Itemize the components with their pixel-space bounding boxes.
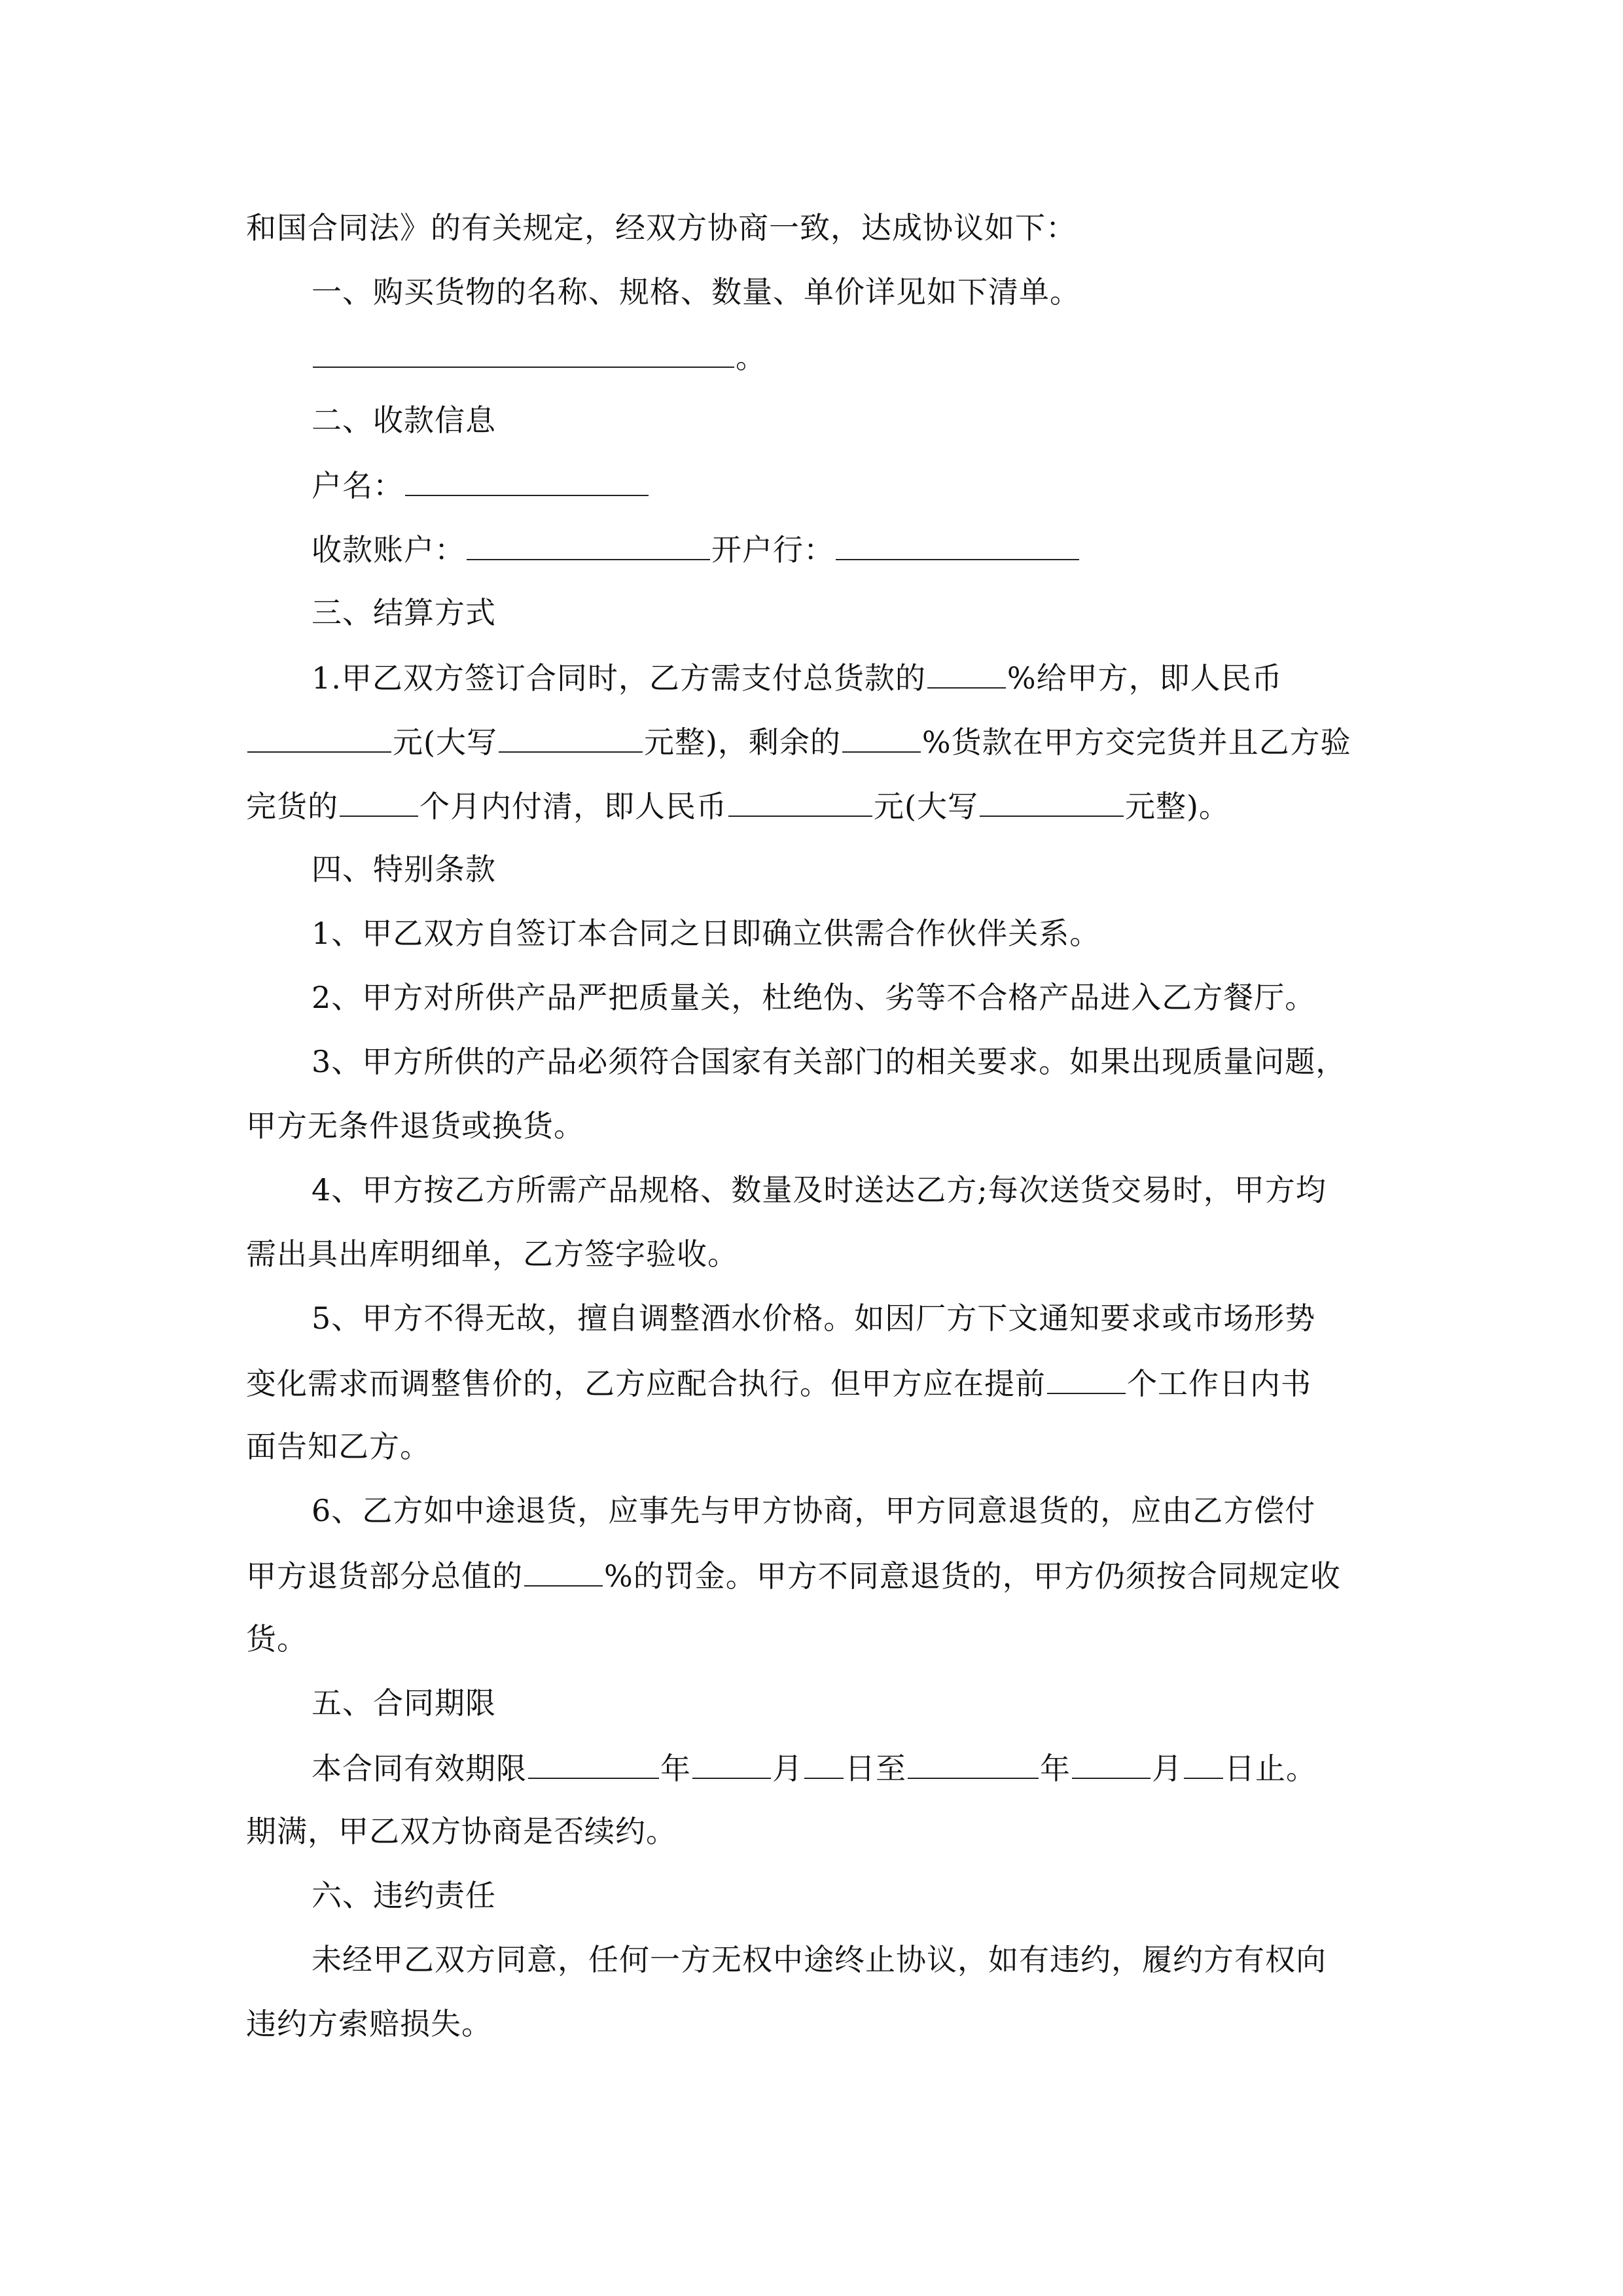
text: 期满，甲乙双方协商是否续约。 xyxy=(246,1814,677,1849)
text: 年 xyxy=(660,1751,691,1786)
text: 日至 xyxy=(845,1751,906,1786)
text: 元整)。 xyxy=(1124,789,1230,824)
text: 。 xyxy=(736,340,766,375)
deposit-amount-blank[interactable] xyxy=(247,721,391,753)
remaining-amount-words-blank[interactable] xyxy=(980,785,1124,817)
text: %的罚金。甲方不同意退货的，甲方仍须按合同规定收 xyxy=(604,1558,1341,1594)
text: %货款在甲方交完货并且乙方验 xyxy=(921,725,1351,760)
section-3-title xyxy=(312,593,496,632)
account-name-line xyxy=(312,465,650,505)
text: 3、甲方所供的产品必须符合国家有关部门的相关要求。如果出现质量问题， xyxy=(312,1044,1347,1079)
account-number-line xyxy=(312,529,1080,569)
remaining-amount-blank[interactable] xyxy=(728,785,872,817)
clause-4-6-line-1 xyxy=(312,1491,1315,1530)
text: 违约方索赔损失。 xyxy=(246,2006,492,2041)
text: 月 xyxy=(772,1751,803,1786)
text: 4、甲方按乙方所需产品规格、数量及时送达乙方;每次送货交易时，甲方均 xyxy=(312,1172,1327,1208)
text: 年 xyxy=(1040,1751,1071,1786)
text: 元整)，剩余的 xyxy=(643,725,841,760)
text: 5、甲方不得无故，擅自调整酒水价格。如因厂方下文通知要求或市场形势 xyxy=(312,1300,1316,1336)
start-month-blank[interactable] xyxy=(692,1748,771,1779)
text: 1.甲乙双方签订合同时，乙方需支付总货款的 xyxy=(312,660,926,696)
clause-4-4-line-1 xyxy=(312,1170,1327,1210)
text: 户名： xyxy=(312,468,404,503)
text: 五、合同期限 xyxy=(312,1685,496,1721)
settlement-line-1 xyxy=(312,657,1283,698)
text: 1、甲乙双方自签订本合同之日即确立供需合作伙伴关系。 xyxy=(312,916,1101,951)
text: 收款账户： xyxy=(312,532,465,567)
text: 元(大写 xyxy=(874,789,978,824)
settlement-line-2 xyxy=(246,721,1351,762)
text: 个工作日内书 xyxy=(1127,1366,1311,1401)
goods-list-line xyxy=(312,336,766,377)
remaining-percent-blank[interactable] xyxy=(842,721,921,753)
text: 一、购买货物的名称、规格、数量、单价详见如下清单。 xyxy=(312,274,1080,310)
text: 个月内付清，即人民币 xyxy=(419,789,727,824)
bank-name-blank[interactable] xyxy=(836,529,1079,560)
deposit-amount-words-blank[interactable] xyxy=(499,721,643,753)
text: 三、结算方式 xyxy=(312,595,496,630)
text: 变化需求而调整售价的，乙方应配合执行。但甲方应在提前 xyxy=(246,1366,1046,1401)
text: 和国合同法》的有关规定，经双方协商一致，达成协议如下： xyxy=(246,210,1077,245)
term-line-1 xyxy=(312,1748,1317,1788)
liability-line-2 xyxy=(246,2004,492,2043)
section-1-title xyxy=(312,272,1080,312)
end-month-blank[interactable] xyxy=(1072,1748,1150,1779)
end-day-blank[interactable] xyxy=(1184,1748,1223,1779)
clause-4-6-line-2 xyxy=(246,1555,1341,1596)
section-5-title xyxy=(312,1683,496,1723)
text: 二、收款信息 xyxy=(312,403,496,438)
text: 四、特别条款 xyxy=(312,852,496,887)
text: 6、乙方如中途退货，应事先与甲方协商，甲方同意退货的，应由乙方偿付 xyxy=(312,1493,1316,1528)
paragraph-intro xyxy=(246,208,1077,247)
text: %给甲方，即人民币 xyxy=(1007,660,1283,696)
penalty-percent-blank[interactable] xyxy=(524,1555,603,1587)
text: 本合同有效期限 xyxy=(312,1751,527,1786)
clause-4-3-line-2 xyxy=(246,1106,584,1145)
text: 日止。 xyxy=(1224,1751,1317,1786)
clause-4-5-line-3 xyxy=(246,1427,431,1466)
text: 甲方退货部分总值的 xyxy=(246,1558,523,1594)
text: 六、违约责任 xyxy=(312,1878,496,1913)
term-line-2 xyxy=(246,1812,677,1851)
text: 完货的 xyxy=(246,789,338,824)
text: 未经甲乙双方同意，任何一方无权中途终止协议，如有违约，履约方有权向 xyxy=(312,1942,1327,1977)
text: 2、甲方对所供产品严把质量关，杜绝伪、劣等不合格产品进入乙方餐厅。 xyxy=(312,980,1316,1015)
goods-list-blank[interactable] xyxy=(313,336,734,368)
text: 月 xyxy=(1152,1751,1183,1786)
account-name-blank[interactable] xyxy=(405,465,649,496)
section-6-title xyxy=(312,1876,496,1915)
clause-4-4-line-2 xyxy=(246,1234,738,1274)
text: 元(大写 xyxy=(393,725,497,760)
text: 面告知乙方。 xyxy=(246,1429,431,1464)
settlement-line-3 xyxy=(246,785,1230,826)
clause-4-6-line-3 xyxy=(246,1619,308,1659)
text: 甲方无条件退货或换货。 xyxy=(246,1108,584,1143)
clause-4-2 xyxy=(312,978,1315,1017)
text: 货。 xyxy=(246,1621,308,1657)
clause-4-5-line-1 xyxy=(312,1299,1315,1338)
liability-line-1 xyxy=(312,1940,1327,1979)
section-4-title xyxy=(312,850,496,889)
payment-months-blank[interactable] xyxy=(340,785,418,817)
deposit-percent-blank[interactable] xyxy=(927,657,1006,689)
clause-4-1 xyxy=(312,914,1100,953)
clause-4-3-line-1 xyxy=(312,1042,1346,1081)
end-year-blank[interactable] xyxy=(908,1748,1039,1779)
clause-4-5-line-2 xyxy=(246,1363,1311,1403)
account-number-blank[interactable] xyxy=(467,529,710,560)
section-2-title xyxy=(312,401,496,440)
text: 开户行： xyxy=(711,532,834,567)
text: 需出具出库明细单，乙方签字验收。 xyxy=(246,1236,738,1272)
notice-days-blank[interactable] xyxy=(1047,1363,1126,1394)
start-day-blank[interactable] xyxy=(804,1748,844,1779)
start-year-blank[interactable] xyxy=(528,1748,659,1779)
